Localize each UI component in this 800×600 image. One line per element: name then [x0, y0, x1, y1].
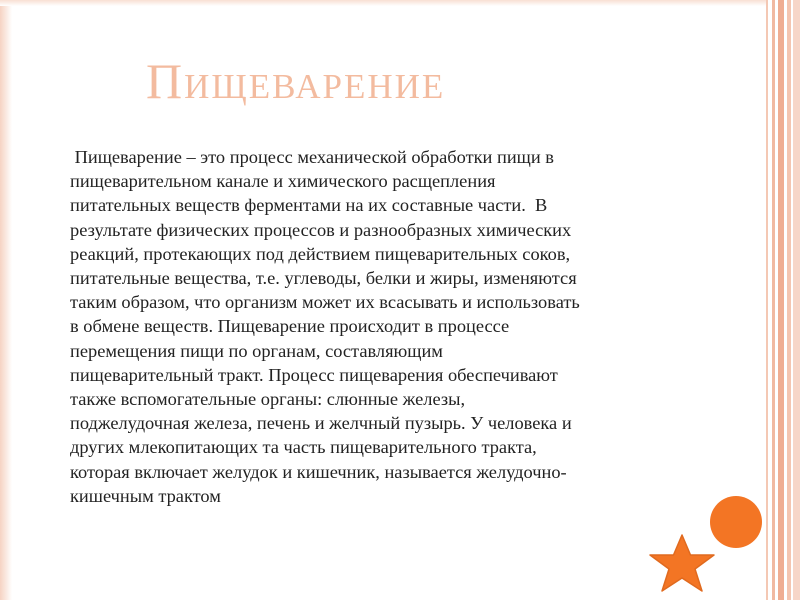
body-line: реакций, протекающих под действием пищеварительных соков, [70, 243, 571, 264]
body-line: поджелудочная железа, печень и желчный пузырь. У человека и [70, 413, 572, 434]
decorative-stripes [766, 0, 800, 600]
body-line: кишечным трактом [70, 485, 221, 506]
slide-title: Пищеварение [146, 53, 446, 109]
body-line: других млекопитающих та часть пищеварительного тракта, [70, 437, 537, 458]
body-line: в обмене веществ. Пищеварение происходит в процессе [70, 316, 510, 337]
orange-star-icon [646, 532, 718, 594]
slide-left-border [0, 0, 12, 600]
stripe [793, 0, 800, 600]
body-line: пищеварительный тракт. Процесс пищеварения обеспечивают [70, 364, 558, 385]
slide-top-border [0, 0, 770, 6]
body-line: таким образом, что организм может их всасывать и использовать [70, 292, 580, 313]
body-line: Пищеварение – это процесс механической обработки пищи в [70, 147, 554, 167]
body-line: питательные вещества, т.е. углеводы, белки и жиры, изменяются [70, 268, 577, 289]
body-line: пищеварительном канале и химического расщепления [70, 171, 496, 192]
body-line: питательных веществ ферментами на их составные части. В [70, 195, 548, 216]
body-line: результате физических процессов и разнообразных химических [70, 219, 572, 240]
body-line: которая включает желудок и кишечник, называется желудочно- [70, 461, 567, 482]
body-line: также вспомогательные органы: слюнные железы, [70, 389, 466, 410]
slide-body-text [70, 145, 690, 508]
body-line: перемещения пищи по органам, составляющим [70, 340, 443, 361]
